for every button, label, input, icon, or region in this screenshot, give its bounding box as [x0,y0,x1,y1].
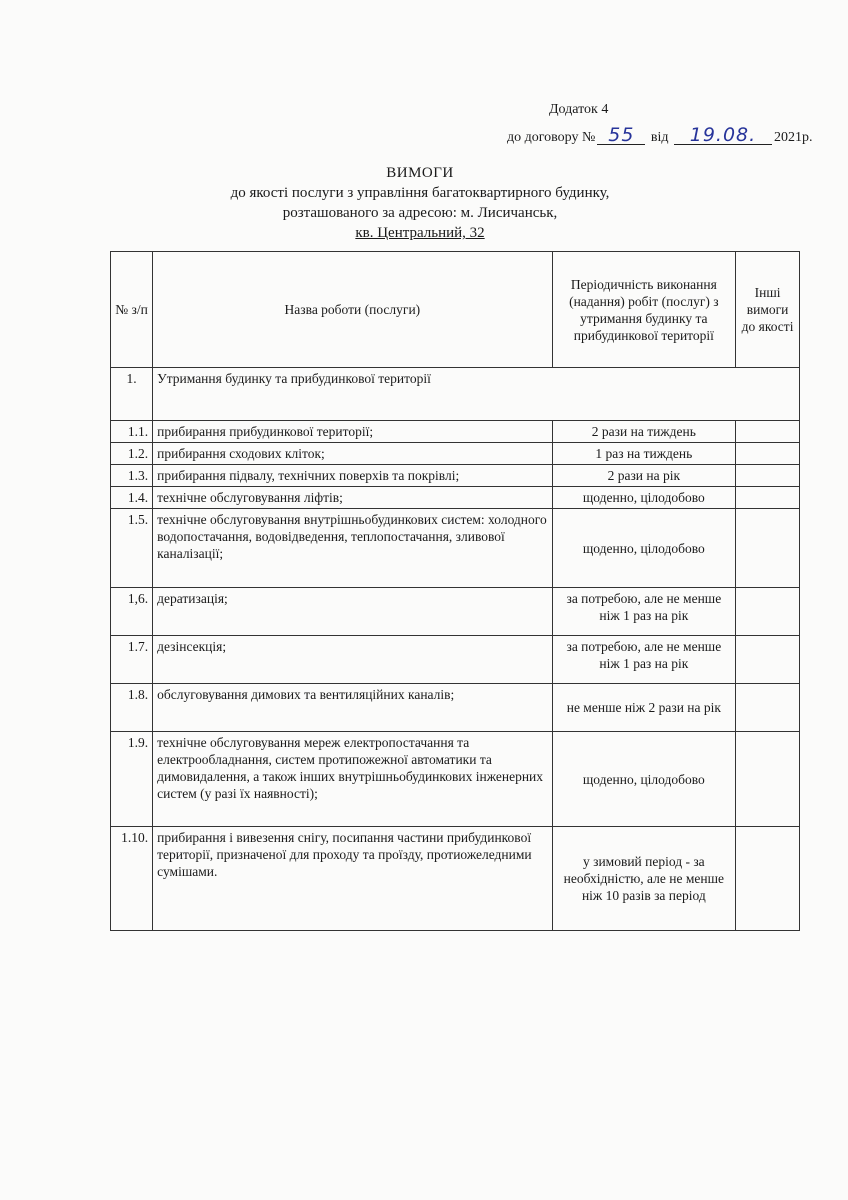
row-other [736,509,800,588]
row-name: прибирання сходових кліток; [153,443,552,465]
row-num: 1.10. [111,827,153,931]
table-row [111,421,800,443]
table-row [111,636,800,684]
header-frequency: Періодичність виконання (надання) робіт (послуг) з утримання будинку та прибудинкової території [552,252,736,368]
row-num: 1.2. [111,443,153,465]
section-row [111,368,800,421]
row-num: 1.4. [111,487,153,509]
row-name: прибирання прибудинкової території; [153,421,552,443]
table-row [111,827,800,931]
contract-date: 19.08. [674,126,772,145]
row-other [736,636,800,684]
row-other [736,465,800,487]
header-other: Інші вимоги до якості [736,252,800,368]
row-other [736,443,800,465]
section-num: 1. [111,368,153,421]
addendum-label: Додаток 4 [549,102,609,117]
row-frequency: за потребою, але не менше ніж 1 раз на рік [552,636,736,684]
requirements-table [110,251,800,931]
contract-number: 55 [597,126,645,145]
date-prefix: від [650,130,669,145]
row-frequency: 2 рази на рік [552,465,736,487]
table-row [111,487,800,509]
table-row [111,509,800,588]
header-num: № з/п [111,252,153,368]
row-other [736,487,800,509]
section-title: Утримання будинку та прибудинкової території [153,368,800,421]
row-num: 1.7. [111,636,153,684]
table-row [111,732,800,827]
table-row [111,443,800,465]
row-frequency: 1 раз на тиждень [552,443,736,465]
table-row [111,588,800,636]
addendum-header [0,0,848,160]
row-num: 1.8. [111,684,153,732]
row-name: прибирання підвалу, технічних поверхів та покрівлі; [153,465,552,487]
row-num: 1.5. [111,509,153,588]
contract-prefix: до договору № [507,130,596,145]
row-frequency: щоденно, цілодобово [552,487,736,509]
row-num: 1.3. [111,465,153,487]
row-name: технічне обслуговування ліфтів; [153,487,552,509]
row-name: дератизація; [153,588,552,636]
table-header-row [111,252,800,368]
header-name: Назва роботи (послуги) [153,252,552,368]
row-other [736,421,800,443]
row-frequency: у зимовий період - за необхідністю, але не менше ніж 10 разів за період [552,827,736,931]
title-address: кв. Центральний, 32 [355,225,485,241]
row-num: 1.9. [111,732,153,827]
row-name: прибирання і вивезення снігу, посипання частини прибудинкової території, призначеної для проходу та проїзду, протиожеледними сумішами. [153,827,552,931]
row-name: технічне обслуговування мереж електропостачання та електрообладнання, систем протипожежної автоматики та димовидалення, а також інших внутрішньобудинкових інженерних систем (у разі їх наявності); [153,732,552,827]
row-num: 1.1. [111,421,153,443]
row-other [736,827,800,931]
row-frequency: щоденно, цілодобово [552,509,736,588]
year-suffix: 2021р. [773,130,813,145]
title-line-2: розташованого за адресою: м. Лисичанськ, [282,205,558,221]
row-frequency: 2 рази на тиждень [552,421,736,443]
row-frequency: за потребою, але не менше ніж 1 раз на рік [552,588,736,636]
row-other [736,732,800,827]
title-line-1: до якості послуги з управління багатоквартирного будинку, [230,185,610,201]
row-frequency: не менше ніж 2 рази на рік [552,684,736,732]
row-frequency: щоденно, цілодобово [552,732,736,827]
row-other [736,684,800,732]
table-row [111,465,800,487]
title-heading: ВИМОГИ [386,165,454,181]
row-name: обслуговування димових та вентиляційних каналів; [153,684,552,732]
table-row [111,684,800,732]
row-name: технічне обслуговування внутрішньобудинкових систем: холодного водопостачання, водовідведення, теплопостачання, зливової каналізації; [153,509,552,588]
row-num: 1,6. [111,588,153,636]
row-name: дезінсекція; [153,636,552,684]
contract-reference [507,126,812,146]
row-other [736,588,800,636]
document-title [170,163,670,243]
